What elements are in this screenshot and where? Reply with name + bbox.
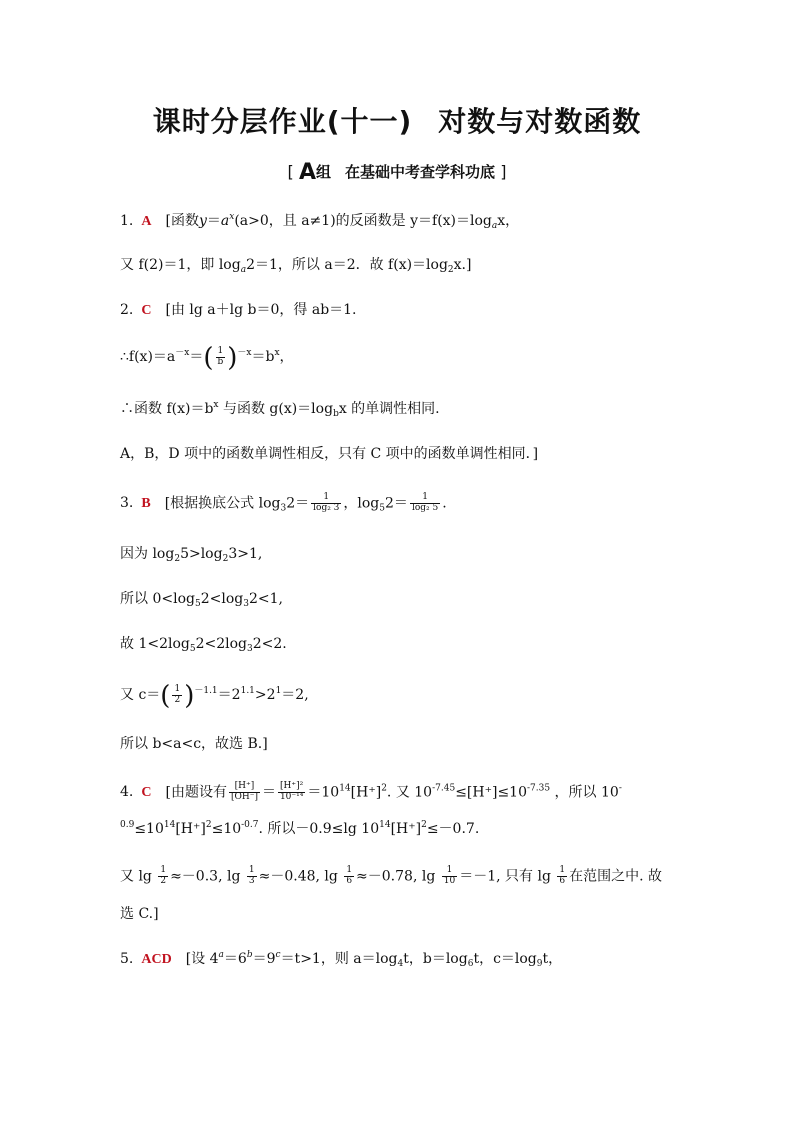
q5-line-1: 5. ACD [设 $4^a=6^b=9^c=t>1$，则 $a=\log_4t$，$b=\log_6t$，$c=\log_9t$， [120, 950, 563, 969]
page-title [0, 100, 794, 140]
q2-line-1: 2. C [由 lg a＋lg b＝0，得 ab＝1. [120, 302, 357, 318]
q4-answer: C [141, 785, 152, 801]
q1-line-1: 1. A [函数$y=a^x(a>0$，且 a≠1)的反函数是 $y=f(x)=\log_ax$， [120, 212, 520, 231]
q4-line-3: 又 lg $\frac{1}{2}$ ≈－0.3, lg $\frac{1}{3}$ ≈－0.48, lg $\frac{1}{6}$ ≈－0.78, lg $\frac{1}{10}$ ＝－1, 只有 lg $\frac{1}{6}$ 在范围之中. 故 [120, 865, 662, 886]
title-main: 课时分层作业(十一) [152, 105, 413, 138]
q1-answer: A [141, 214, 152, 229]
q3-line-6: 所以 b<a<c，故选 B.] [120, 736, 268, 752]
q2-line-2: $\therefore f(x)=a^{-x}=$( $\frac{1}{b}$ )$^{-x}=b^x$， [120, 343, 294, 373]
section-letter: A [298, 160, 316, 185]
q4-line-1: 4. C [由题设有 $\frac{[H^+]}{[OH^-]}$ ＝ $\frac{\text{[H⁺]²}}{\text{10⁻¹⁴}}$ $=10^{14}[H^+]^2$. 又 $10^{-7.45}\le[H^+]\le 10^{-7.35}$ ，所以 10- [120, 781, 622, 802]
q3-answer: B [141, 496, 151, 512]
q2-line-3: ∴函数 $f(x)=b^x$ 与函数 $g(x)=\log_bx$ 的单调性相同. [120, 400, 440, 419]
section-text: 在基础中考查学科功底 [345, 163, 496, 181]
q4-line-4: 选 C.] [120, 906, 159, 922]
q3-line-5: 又 c＝( $\frac{1}{2}$ )$^{-1.1}=2^{1.1}>2^1=2$, [120, 681, 309, 711]
q3-line-2: 因为 $\log_25>\log_23>1$, [120, 546, 263, 564]
q3-line-1: 3. B [根据换底公式 $\log_32=$ $\frac{1}{\text{log₂ 3}}$ ，$\log_52=$ $\frac{1}{\text{log₂ 5}}$ . [120, 492, 447, 514]
q1-line-2: 又 f(2)＝1，即 $\log_a2=1$，所以 a＝2．故 $f(x)=\log_2x$.] [120, 257, 472, 275]
q5-answer: ACD [141, 952, 172, 967]
section-header: [ A组 在基础中考查学科功底 ] [287, 160, 507, 185]
q3-line-3: 所以 $0<\log_52<\log_32<1$, [120, 591, 283, 609]
q2-line-4: A，B，D 项中的函数单调性相反，只有 C 项中的函数单调性相同．] [120, 446, 539, 462]
title-sub: 对数与对数函数 [438, 105, 642, 138]
q2-answer: C [141, 303, 152, 318]
q3-line-4: 故 $1<2\log_52<2\log_32<2$. [120, 636, 287, 654]
q4-line-2: $^{0.9}\le 10^{14}[H^+]^2\le 10^{-0.7}$. 所以－0.9≤lg $10^{14}[H^+]^2\le-0.7$. [120, 820, 480, 837]
